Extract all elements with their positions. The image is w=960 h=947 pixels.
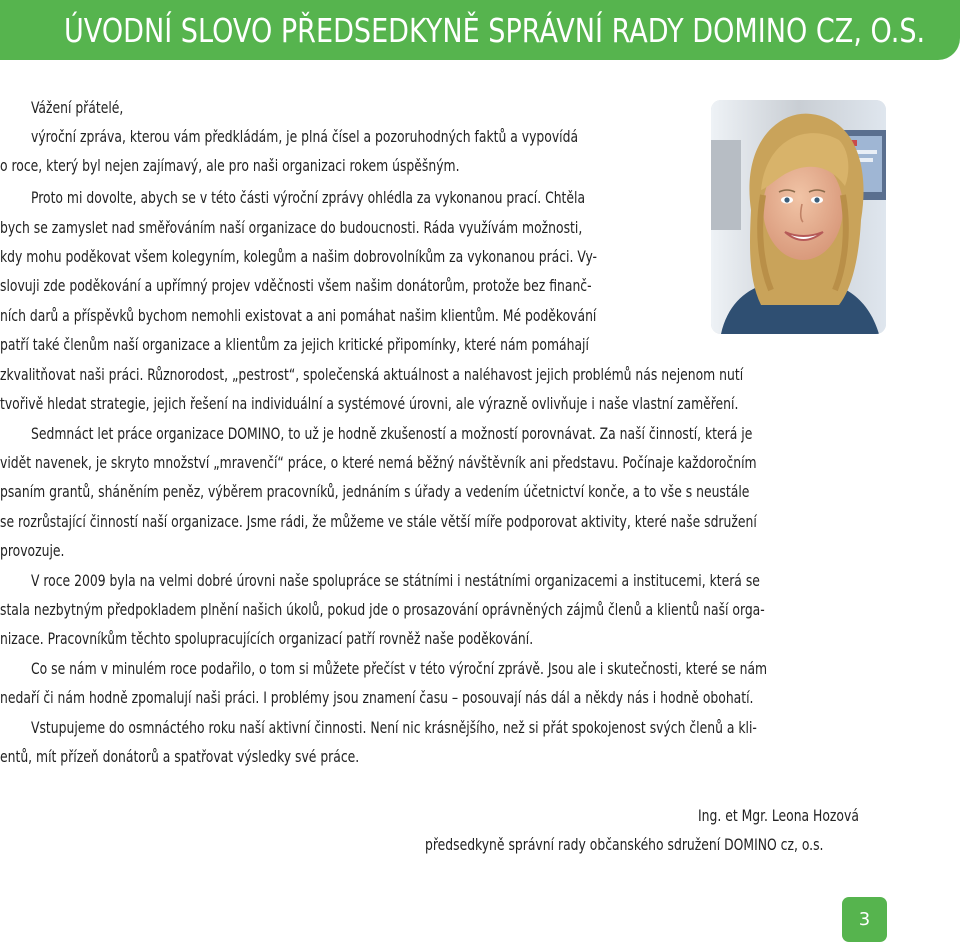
letter-line: výroční zpráva, kterou vám předkládám, je plná čísel a pozoruhodných faktů a vypovídá bbox=[31, 127, 579, 146]
letter-line: Sedmnáct let práce organizace DOMINO, to už je hodně zkušeností a možností porovnávat. Za naší činností, která je bbox=[31, 424, 753, 443]
signature-role: předsedkyně správní rady občanského sdružení DOMINO cz, o.s. bbox=[425, 835, 824, 854]
letter-line: nedaří či nám hodně zpomalují naši práci. I problémy jsou znamení času – posouvají nás dál a někdy nás i hodně obohatí. bbox=[0, 688, 754, 707]
letter-line: o roce, který byl nejen zajímavý, ale pro naši organizaci rokem úspěšným. bbox=[0, 156, 460, 175]
portrait-photo bbox=[711, 100, 886, 334]
page-number: 3 bbox=[842, 897, 887, 942]
letter-line: stala nezbytným předpokladem plnění našich úkolů, pokud jde o prosazování oprávněných zájmů členů a klientů naší orga- bbox=[0, 600, 765, 619]
letter-line: Proto mi dovolte, abych se v této části výroční zprávy ohlédla za vykonanou prací. Chtěla bbox=[31, 188, 586, 207]
letter-line: slovuji zde poděkování a upřímný projev vděčnosti všem našim donátorům, protože bez finanč- bbox=[0, 276, 592, 295]
letter-line: V roce 2009 byla na velmi dobré úrovni naše spolupráce se státními i nestátními organizacemi a institucemi, která se bbox=[31, 571, 760, 590]
letter-line: patří také členům naší organizace a klientům za jejich kritické připomínky, které nám pomáhají bbox=[0, 335, 589, 354]
letter-line: nizace. Pracovníkům těchto spolupracujících organizací patří rovněž naše poděkování. bbox=[0, 629, 534, 648]
letter-line: zkvalitňovat naši práci. Různorodost, „pestrost“, společenská aktuálnost a naléhavost jejich problémů nás nejenom nutí bbox=[0, 365, 744, 384]
letter-line: Co se nám v minulém roce podařilo, o tom si můžete přečíst v této výroční zprávě. Jsou ale i skutečnosti, které se nám bbox=[31, 659, 768, 678]
letter-line: entů, mít přízeň donátorů a spatřovat výsledky své práce. bbox=[0, 747, 360, 766]
letter-line: Vstupujeme do osmnáctého roku naší aktivní činnosti. Není nic krásnějšího, než si přát spokojenost svých členů a kli- bbox=[31, 718, 757, 737]
letter-line: psaním grantů, sháněním peněz, výběrem pracovníků, jednáním s úřady a vedením účetnictví konče, a to vše s neustále bbox=[0, 482, 750, 501]
letter-line: bych se zamyslet nad směřováním naší organizace do budoucnosti. Ráda využívám možnosti, bbox=[0, 218, 583, 237]
signature-name: Ing. et Mgr. Leona Hozová bbox=[698, 806, 859, 825]
letter-line: kdy mohu poděkovat všem kolegyním, kolegům a našim dobrovolníkům za vykonanou práci. Vy- bbox=[0, 247, 598, 266]
letter-line: provozuje. bbox=[0, 541, 65, 560]
letter-line: ních darů a příspěvků bychom nemohli existovat a ani pomáhat našim klientům. Mé poděkování bbox=[0, 306, 597, 325]
letter-line: tvořivě hledat strategie, jejich řešení na individuální a systémové úrovni, ale výrazně ovlivňuje i naše vlastní zaměření. bbox=[0, 394, 739, 413]
letter-line: vidět navenek, je skryto množství „mravenčí“ práce, o které nemá běžný návštěvník ani představu. Počínaje každoročním bbox=[0, 453, 757, 472]
page-title: ÚVODNÍ SLOVO PŘEDSEDKYNĚ SPRÁVNÍ RADY DOMINO CZ, O.S. bbox=[64, 11, 926, 50]
header-bar bbox=[0, 0, 960, 60]
letter-line: se rozrůstající činností naší organizace. Jsme rádi, že můžeme ve stále větší míře podporovat aktivity, které naše sdružení bbox=[0, 512, 757, 531]
letter-line: Vážení přátelé, bbox=[31, 98, 124, 117]
portrait-illustration bbox=[711, 100, 886, 334]
